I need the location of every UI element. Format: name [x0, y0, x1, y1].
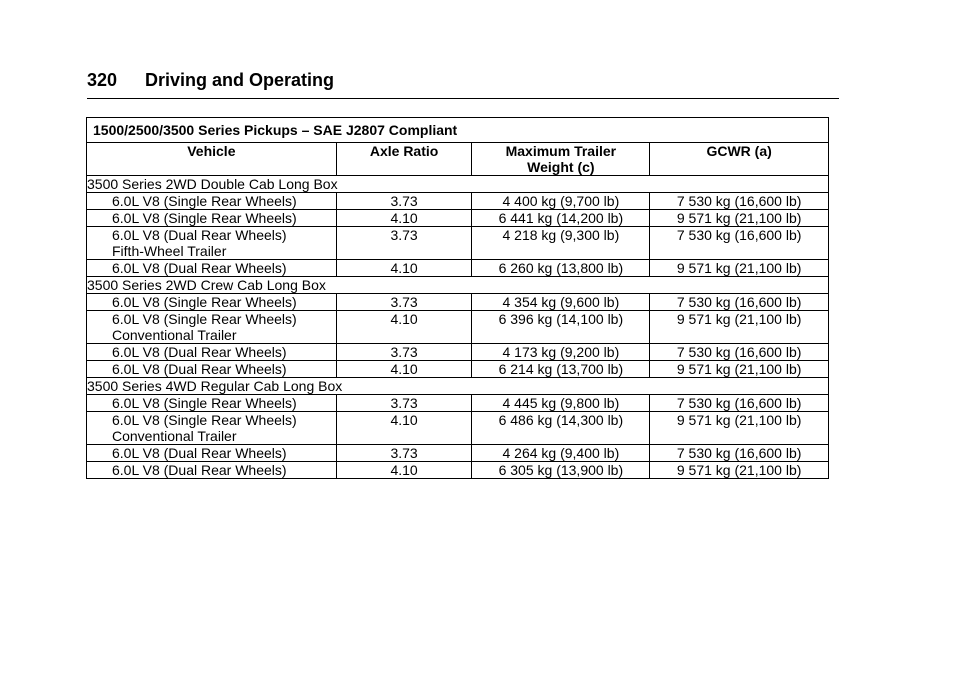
vehicle-line: 6.0L V8 (Single Rear Wheels)	[112, 412, 297, 428]
vehicle-line: 6.0L V8 (Single Rear Wheels)	[112, 311, 297, 327]
cell-max-trailer-weight: 6 486 kg (14,300 lb)	[472, 412, 650, 445]
cell-gcwr: 7 530 kg (16,600 lb)	[650, 344, 829, 361]
table-row	[87, 260, 829, 277]
cell-axle-ratio: 3.73	[336, 294, 472, 311]
col-header-trailer-line2: Weight (c)	[527, 159, 595, 175]
table-row	[87, 344, 829, 361]
section-title: Driving and Operating	[145, 70, 335, 90]
cell-max-trailer-weight: 4 173 kg (9,200 lb)	[472, 344, 650, 361]
table-body	[87, 176, 829, 479]
vehicle-line: Conventional Trailer	[112, 327, 237, 343]
table-row	[87, 412, 829, 445]
cell-vehicle	[87, 445, 337, 462]
vehicle-line: 6.0L V8 (Dual Rear Wheels)	[112, 344, 287, 360]
table-title-row	[87, 118, 829, 143]
cell-gcwr: 9 571 kg (21,100 lb)	[650, 260, 829, 277]
cell-max-trailer-weight: 4 264 kg (9,400 lb)	[472, 445, 650, 462]
vehicle-line: 6.0L V8 (Single Rear Wheels)	[112, 294, 297, 310]
cell-gcwr: 7 530 kg (16,600 lb)	[650, 294, 829, 311]
cell-axle-ratio: 3.73	[336, 445, 472, 462]
cell-max-trailer-weight: 6 260 kg (13,800 lb)	[472, 260, 650, 277]
cell-vehicle	[87, 361, 337, 378]
table-row	[87, 193, 829, 210]
page-header	[87, 70, 839, 91]
vehicle-line: 6.0L V8 (Dual Rear Wheels)	[112, 462, 287, 478]
cell-max-trailer-weight: 6 396 kg (14,100 lb)	[472, 311, 650, 344]
table-row	[87, 294, 829, 311]
trailer-spec-table	[86, 117, 829, 479]
cell-gcwr: 9 571 kg (21,100 lb)	[650, 412, 829, 445]
cell-gcwr: 9 571 kg (21,100 lb)	[650, 210, 829, 227]
group-title: 3500 Series 4WD Regular Cab Long Box	[87, 378, 829, 395]
cell-gcwr: 9 571 kg (21,100 lb)	[650, 462, 829, 479]
col-header-vehicle: Vehicle	[87, 143, 337, 176]
vehicle-line: Fifth-Wheel Trailer	[112, 243, 227, 259]
cell-vehicle	[87, 227, 337, 260]
table-title: 1500/2500/3500 Series Pickups – SAE J2807 Compliant	[87, 118, 829, 143]
cell-axle-ratio: 4.10	[336, 462, 472, 479]
cell-axle-ratio: 4.10	[336, 210, 472, 227]
cell-max-trailer-weight: 4 354 kg (9,600 lb)	[472, 294, 650, 311]
cell-axle-ratio: 3.73	[336, 193, 472, 210]
col-header-axle-ratio: Axle Ratio	[336, 143, 472, 176]
cell-vehicle	[87, 344, 337, 361]
cell-axle-ratio: 3.73	[336, 395, 472, 412]
cell-max-trailer-weight: 6 305 kg (13,900 lb)	[472, 462, 650, 479]
cell-vehicle	[87, 311, 337, 344]
group-row	[87, 277, 829, 294]
cell-max-trailer-weight: 4 445 kg (9,800 lb)	[472, 395, 650, 412]
group-row	[87, 378, 829, 395]
vehicle-line: 6.0L V8 (Dual Rear Wheels)	[112, 227, 287, 243]
cell-vehicle	[87, 412, 337, 445]
cell-gcwr: 7 530 kg (16,600 lb)	[650, 445, 829, 462]
cell-max-trailer-weight: 4 218 kg (9,300 lb)	[472, 227, 650, 260]
cell-axle-ratio: 4.10	[336, 260, 472, 277]
cell-gcwr: 9 571 kg (21,100 lb)	[650, 361, 829, 378]
cell-gcwr: 7 530 kg (16,600 lb)	[650, 193, 829, 210]
cell-vehicle	[87, 260, 337, 277]
cell-vehicle	[87, 193, 337, 210]
cell-gcwr: 7 530 kg (16,600 lb)	[650, 227, 829, 260]
col-header-trailer-line1: Maximum Trailer	[505, 143, 617, 159]
cell-vehicle	[87, 210, 337, 227]
cell-axle-ratio: 3.73	[336, 344, 472, 361]
table-row	[87, 311, 829, 344]
col-header-gcwr: GCWR (a)	[650, 143, 829, 176]
table-row	[87, 395, 829, 412]
vehicle-line: 6.0L V8 (Single Rear Wheels)	[112, 193, 297, 209]
group-row	[87, 176, 829, 193]
cell-axle-ratio: 3.73	[336, 227, 472, 260]
cell-axle-ratio: 4.10	[336, 361, 472, 378]
group-title: 3500 Series 2WD Double Cab Long Box	[87, 176, 829, 193]
col-header-trailer-weight	[472, 143, 650, 176]
table-row	[87, 361, 829, 378]
table-row	[87, 462, 829, 479]
cell-max-trailer-weight: 6 441 kg (14,200 lb)	[472, 210, 650, 227]
cell-axle-ratio: 4.10	[336, 311, 472, 344]
cell-vehicle	[87, 395, 337, 412]
vehicle-line: 6.0L V8 (Single Rear Wheels)	[112, 395, 297, 411]
cell-vehicle	[87, 462, 337, 479]
page-number: 320	[87, 70, 118, 90]
vehicle-line: 6.0L V8 (Dual Rear Wheels)	[112, 445, 287, 461]
vehicle-line: Conventional Trailer	[112, 428, 237, 444]
cell-vehicle	[87, 294, 337, 311]
table-row	[87, 445, 829, 462]
vehicle-line: 6.0L V8 (Dual Rear Wheels)	[112, 260, 287, 276]
vehicle-line: 6.0L V8 (Single Rear Wheels)	[112, 210, 297, 226]
table-row	[87, 227, 829, 260]
cell-max-trailer-weight: 6 214 kg (13,700 lb)	[472, 361, 650, 378]
cell-gcwr: 7 530 kg (16,600 lb)	[650, 395, 829, 412]
group-title: 3500 Series 2WD Crew Cab Long Box	[87, 277, 829, 294]
vehicle-line: 6.0L V8 (Dual Rear Wheels)	[112, 361, 287, 377]
column-header-row	[87, 143, 829, 176]
cell-gcwr: 9 571 kg (21,100 lb)	[650, 311, 829, 344]
cell-axle-ratio: 4.10	[336, 412, 472, 445]
header-rule	[87, 98, 839, 99]
table-row	[87, 210, 829, 227]
cell-max-trailer-weight: 4 400 kg (9,700 lb)	[472, 193, 650, 210]
